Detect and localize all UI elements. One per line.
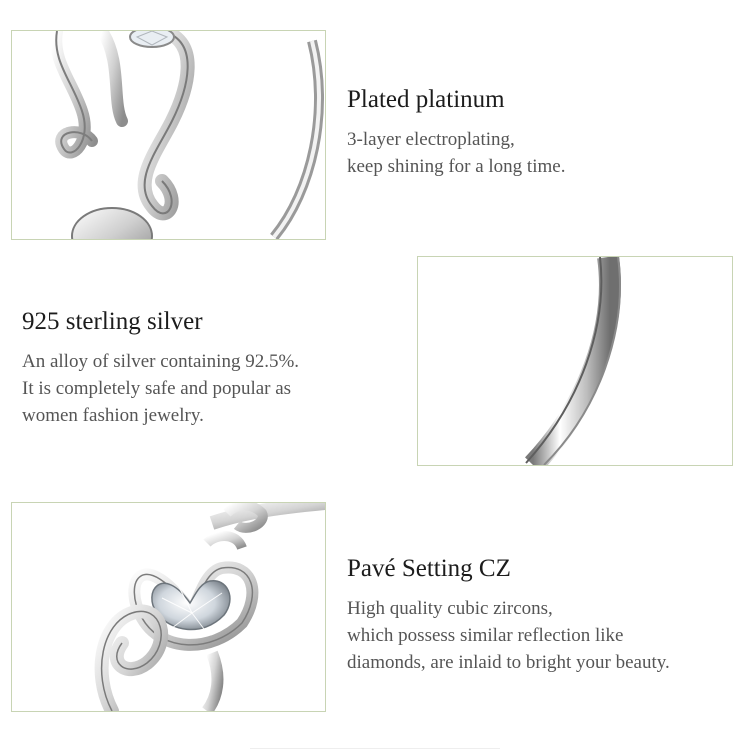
section-3-description-line: which possess similar reflection like [347, 625, 624, 646]
section-1-description [347, 126, 565, 180]
ring-band-closeup-icon [418, 257, 732, 465]
heart-cz-closeup-icon [12, 503, 325, 711]
section-2-description-line: An alloy of silver containing 92.5%. [22, 351, 300, 372]
ring-band-image [417, 256, 733, 466]
section-3-description-line: High quality cubic zircons, [347, 598, 553, 619]
section-3-description-line: diamonds, are inlaid to bright your beauty. [347, 652, 670, 673]
section-1-title: Plated platinum [347, 86, 505, 113]
section-2-description-line: It is completely safe and popular as [22, 378, 292, 399]
section-1-description-line: 3-layer electroplating, [347, 129, 515, 150]
section-2-title: 925 sterling silver [22, 308, 203, 335]
section-3-description [347, 595, 670, 676]
section-3-title: Pavé Setting CZ [347, 555, 511, 582]
section-1-description-line: keep shining for a long time. [347, 156, 566, 177]
section-2-description-line: women fashion jewelry. [22, 405, 204, 426]
ring-letters-closeup-icon [12, 31, 325, 239]
ring-letters-image [11, 30, 326, 240]
heart-cz-image [11, 502, 326, 712]
section-2-description [22, 348, 299, 429]
bottom-divider [250, 748, 500, 749]
